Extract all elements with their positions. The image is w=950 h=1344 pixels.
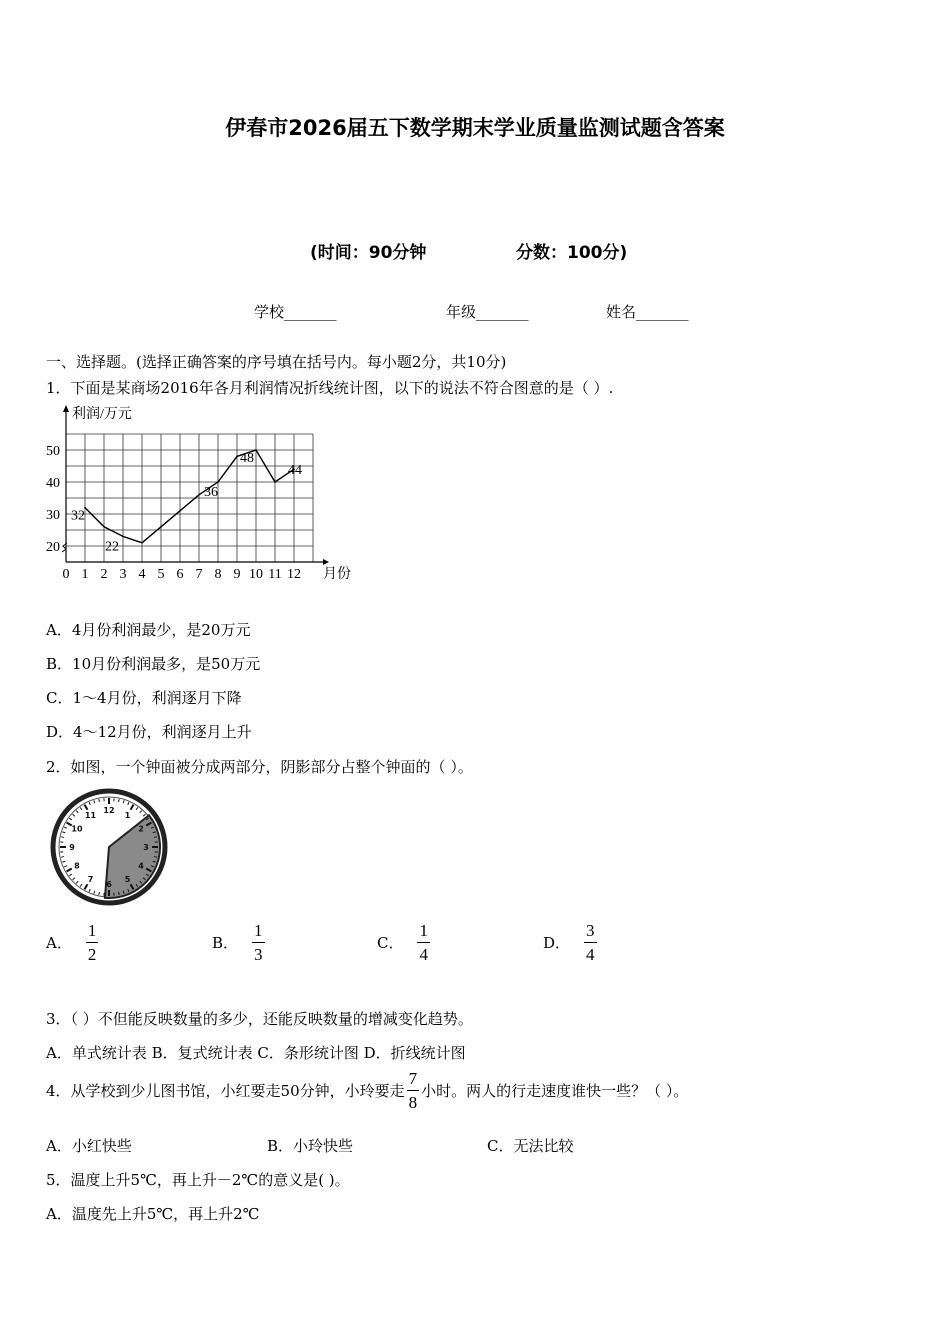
clock-face-figure bbox=[48, 786, 170, 908]
data-point bbox=[103, 526, 105, 528]
x-tick-label: 9 bbox=[233, 567, 241, 582]
question-5-option-a[interactable]: A．温度先上升5℃，再上升2℃ bbox=[46, 1205, 260, 1223]
x-tick-label: 3 bbox=[119, 567, 127, 582]
fraction: $\frac{1}{3}$ bbox=[254, 921, 263, 964]
clock-tick bbox=[119, 799, 120, 802]
question-1-option-a[interactable]: A．4月份利润最少，是20万元 bbox=[46, 621, 251, 639]
y-tick-label: 40 bbox=[46, 476, 60, 491]
data-point bbox=[217, 481, 219, 483]
clock-tick bbox=[61, 837, 64, 838]
clock-numeral: 3 bbox=[143, 843, 149, 852]
clock-numeral: 1 bbox=[124, 810, 131, 820]
data-point bbox=[122, 536, 124, 538]
clock-tick bbox=[154, 837, 157, 838]
grade-field: 年级_______ bbox=[446, 303, 529, 321]
data-point bbox=[141, 542, 143, 544]
x-tick-label: 0 bbox=[62, 567, 70, 582]
clock-numeral: 9 bbox=[69, 843, 75, 852]
page-title: 伊春市2026届五下数学期末学业质量监测试题含答案 bbox=[225, 116, 725, 140]
school-field: 学校_______ bbox=[254, 303, 337, 321]
data-point bbox=[255, 449, 257, 451]
series-line bbox=[85, 450, 294, 543]
data-point bbox=[179, 510, 181, 512]
chart-series bbox=[84, 449, 295, 543]
question-2-stem: 2．如图，一个钟面被分成两部分，阴影部分占整个钟面的（ ）。 bbox=[46, 758, 473, 776]
x-axis-label: 月份 bbox=[323, 567, 351, 582]
question-3-stem: 3．（ ）不但能反映数量的多少，还能反映数量的增减变化趋势。 bbox=[46, 1010, 473, 1028]
data-point bbox=[198, 494, 200, 496]
profit-line-chart bbox=[40, 400, 360, 590]
data-point bbox=[274, 481, 276, 483]
clock-tick bbox=[99, 892, 100, 895]
question-1-option-c[interactable]: C．1～4月份，利润逐月下降 bbox=[46, 689, 242, 707]
x-tick-label: 12 bbox=[287, 567, 301, 582]
data-point bbox=[236, 456, 238, 458]
y-tick-label: 30 bbox=[46, 508, 60, 523]
clock-tick bbox=[61, 857, 64, 858]
y-tick-label: 50 bbox=[46, 444, 60, 459]
x-tick-label: 6 bbox=[176, 567, 184, 582]
x-tick-label: 11 bbox=[268, 567, 282, 582]
question-1-option-b[interactable]: B．10月份利润最多，是50万元 bbox=[46, 655, 261, 673]
question-4-option-a[interactable]: A．小红快些 bbox=[46, 1137, 132, 1155]
x-axis-arrow bbox=[323, 559, 329, 565]
exam-score: 分数：100分) bbox=[516, 243, 628, 263]
question-4-option-b[interactable]: B．小玲快些 bbox=[267, 1137, 354, 1155]
question-3-options[interactable]: A．单式统计表 B．复式统计表 C．条形统计图 D．折线统计图 bbox=[46, 1044, 466, 1062]
x-tick-label: 1 bbox=[81, 567, 89, 582]
clock-numeral: 5 bbox=[124, 875, 131, 885]
clock-numeral: 12 bbox=[103, 806, 115, 815]
clock-numeral: 7 bbox=[87, 875, 94, 885]
chart-labels bbox=[46, 405, 351, 582]
data-label: 44 bbox=[288, 463, 302, 479]
y-axis-arrow bbox=[63, 405, 69, 412]
data-point bbox=[160, 526, 162, 528]
clock-numeral: 10 bbox=[71, 824, 83, 834]
question-1-option-d[interactable]: D．4～12月份，利润逐月上升 bbox=[46, 723, 252, 741]
data-label: 48 bbox=[240, 451, 254, 466]
clock-tick bbox=[99, 799, 100, 802]
chart-axes bbox=[62, 405, 329, 565]
question-2-option-a[interactable]: A． $\frac{1}{2}$ bbox=[46, 921, 97, 964]
clock-numeral: 11 bbox=[84, 810, 97, 820]
question-5-stem: 5．温度上升5℃，再上升－2℃的意义是( )。 bbox=[46, 1171, 350, 1189]
x-tick-label: 8 bbox=[214, 567, 222, 582]
question-4-option-c[interactable]: C．无法比较 bbox=[487, 1137, 574, 1155]
exam-time: (时间：90分钟 bbox=[310, 243, 427, 263]
chart-grid bbox=[66, 434, 313, 562]
clock-tick bbox=[119, 892, 120, 895]
data-label: 22 bbox=[105, 539, 119, 555]
y-axis-label: 利润/万元 bbox=[72, 407, 132, 422]
clock-numeral: 6 bbox=[106, 880, 112, 889]
question-2-option-c[interactable]: C． $\frac{1}{4}$ bbox=[377, 921, 428, 964]
name-field: 姓名_______ bbox=[606, 303, 689, 321]
data-label: 32 bbox=[71, 508, 85, 524]
data-label: 36 bbox=[204, 485, 218, 500]
x-tick-label: 10 bbox=[249, 567, 263, 582]
clock-numeral: 4 bbox=[138, 861, 144, 871]
clock-numeral: 2 bbox=[138, 824, 144, 834]
x-tick-label: 2 bbox=[100, 567, 108, 582]
clock-numeral: 8 bbox=[74, 861, 80, 871]
x-tick-label: 7 bbox=[195, 567, 203, 582]
section-heading: 一、选择题。(选择正确答案的序号填在括号内。每小题2分，共10分) bbox=[46, 353, 507, 371]
clock-tick bbox=[154, 857, 157, 858]
question-2-option-b[interactable]: B． $\frac{1}{3}$ bbox=[212, 921, 263, 964]
x-tick-label: 4 bbox=[138, 567, 146, 582]
fraction: $\frac{1}{4}$ bbox=[419, 921, 428, 964]
fraction: $\frac{1}{2}$ bbox=[87, 921, 97, 964]
y-tick-label: 20 bbox=[46, 540, 60, 555]
x-tick-label: 5 bbox=[157, 567, 165, 582]
question-2-option-d[interactable]: D． $\frac{3}{4}$ bbox=[543, 921, 595, 964]
fraction: $\frac{3}{4}$ bbox=[586, 921, 595, 964]
fraction: $\frac{7}{8}$ bbox=[408, 1069, 418, 1112]
question-1-stem: 1．下面是某商场2016年各月利润情况折线统计图，以下的说法不符合图意的是（ ）. bbox=[46, 379, 614, 397]
question-4-stem: 4．从学校到少儿图书馆，小红要走50分钟，小玲要走 $\frac{7}{8}$ 小时。两人的行走速度谁快一些？（ ）。 bbox=[46, 1069, 689, 1112]
